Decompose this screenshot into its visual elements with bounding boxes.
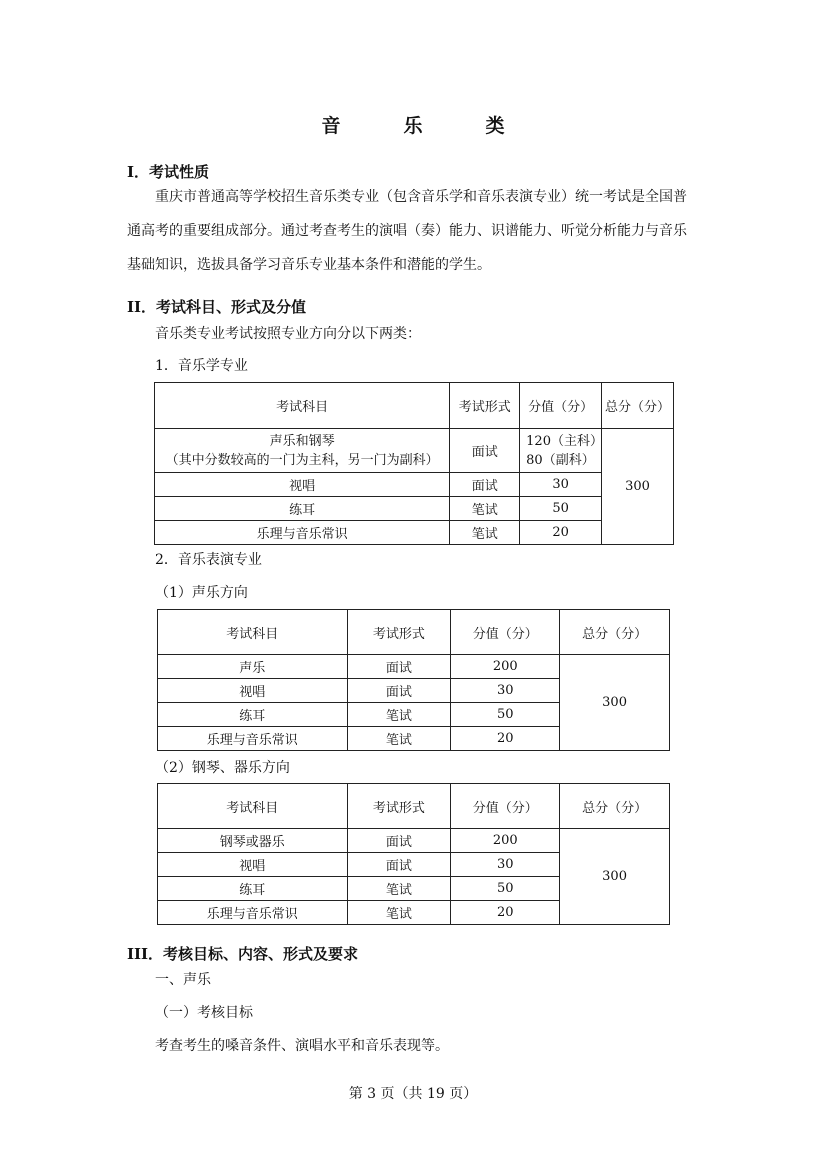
subject-cell: 视唱 — [155, 473, 450, 497]
subject-cell: 钢琴或器乐 — [158, 829, 348, 853]
form-cell: 面试 — [450, 429, 520, 473]
score-cell: 20 — [520, 521, 602, 545]
form-cell: 面试 — [347, 679, 451, 703]
score-cell: 50 — [451, 703, 560, 727]
table-row — [155, 473, 674, 497]
subject-cell: 乐理与音乐常识 — [158, 901, 348, 925]
form-cell: 笔试 — [347, 877, 451, 901]
section-heading-1: I．考试性质 — [127, 163, 210, 181]
table-row — [158, 829, 670, 853]
total-cell: 300 — [560, 829, 670, 925]
subject-line: 声乐和钢琴 — [269, 433, 335, 449]
score-cell: 50 — [451, 877, 560, 901]
subject-cell: 声乐 — [158, 655, 348, 679]
total-cell: 300 — [602, 429, 674, 545]
section-heading-3: III．考核目标、内容、形式及要求 — [127, 945, 359, 963]
subheading: （1）声乐方向 — [155, 585, 248, 601]
score-cell: 30 — [451, 853, 560, 877]
header-cell: 考试科目 — [155, 383, 450, 429]
score-cell: 200 — [451, 829, 560, 853]
form-cell: 面试 — [347, 853, 451, 877]
header-cell: 考试形式 — [450, 383, 520, 429]
score-cell — [520, 429, 602, 473]
subheading: （2）钢琴、器乐方向 — [155, 760, 290, 776]
header-cell: 考试科目 — [158, 610, 348, 655]
table-row — [155, 429, 674, 473]
score-cell: 20 — [451, 901, 560, 925]
total-cell: 300 — [560, 655, 670, 751]
score-cell: 30 — [451, 679, 560, 703]
page-footer: 第 3 页（共 19 页） — [348, 1086, 478, 1102]
intro-text: 音乐类专业考试按照专业方向分以下两类： — [155, 326, 421, 342]
header-cell: 总分（分） — [560, 784, 670, 829]
subject-cell: 练耳 — [155, 497, 450, 521]
score-line: 80（副科） — [526, 452, 595, 468]
subject-cell: 练耳 — [158, 703, 348, 727]
subheading: （一）考核目标 — [155, 1005, 253, 1021]
table-header-row — [158, 784, 670, 829]
table-header-row — [158, 610, 670, 655]
subheading: 1．音乐学专业 — [155, 358, 248, 374]
header-cell: 考试科目 — [158, 784, 348, 829]
form-cell: 笔试 — [450, 497, 520, 521]
paragraph-line: 重庆市普通高等学校招生音乐类专业（包含音乐学和音乐表演专业）统一考试是全国普 — [155, 189, 687, 205]
subject-cell: 乐理与音乐常识 — [155, 521, 450, 545]
header-cell: 总分（分） — [560, 610, 670, 655]
subject-cell: 乐理与音乐常识 — [158, 727, 348, 751]
table-row — [155, 521, 674, 545]
section-heading-2: II．考试科目、形式及分值 — [127, 298, 307, 316]
form-cell: 面试 — [347, 655, 451, 679]
table-header-row — [155, 383, 674, 429]
score-cell: 200 — [451, 655, 560, 679]
subject-line: （其中分数较高的一门为主科，另一门为副科） — [165, 452, 439, 468]
header-cell: 分值（分） — [451, 784, 560, 829]
score-table-vocal — [157, 609, 670, 751]
paragraph-line: 考查考生的嗓音条件、演唱水平和音乐表现等。 — [155, 1038, 449, 1054]
form-cell: 笔试 — [347, 901, 451, 925]
score-line: 120（主科） — [526, 433, 603, 449]
header-cell: 考试形式 — [347, 610, 451, 655]
subject-cell: 视唱 — [158, 853, 348, 877]
subheading: 一、声乐 — [155, 972, 211, 988]
score-cell: 30 — [520, 473, 602, 497]
subject-cell: 练耳 — [158, 877, 348, 901]
table-row — [158, 655, 670, 679]
score-table-music-studies — [154, 382, 674, 545]
page-title: 音 乐 类 — [321, 115, 527, 137]
form-cell: 笔试 — [347, 727, 451, 751]
paragraph-line: 基础知识，选拔具备学习音乐专业基本条件和潜能的学生。 — [127, 257, 491, 273]
header-cell: 分值（分） — [451, 610, 560, 655]
form-cell: 面试 — [450, 473, 520, 497]
form-cell: 面试 — [347, 829, 451, 853]
paragraph-line: 通高考的重要组成部分。通过考查考生的演唱（奏）能力、识谱能力、听觉分析能力与音乐 — [127, 223, 687, 239]
header-cell: 考试形式 — [347, 784, 451, 829]
score-cell: 50 — [520, 497, 602, 521]
table-row — [155, 497, 674, 521]
subject-cell — [155, 429, 450, 473]
subject-cell: 视唱 — [158, 679, 348, 703]
score-cell: 20 — [451, 727, 560, 751]
subheading: 2．音乐表演专业 — [155, 552, 262, 568]
header-cell: 分值（分） — [520, 383, 602, 429]
form-cell: 笔试 — [347, 703, 451, 727]
form-cell: 笔试 — [450, 521, 520, 545]
header-cell: 总分（分） — [602, 383, 674, 429]
score-table-piano-instrument — [157, 783, 670, 925]
